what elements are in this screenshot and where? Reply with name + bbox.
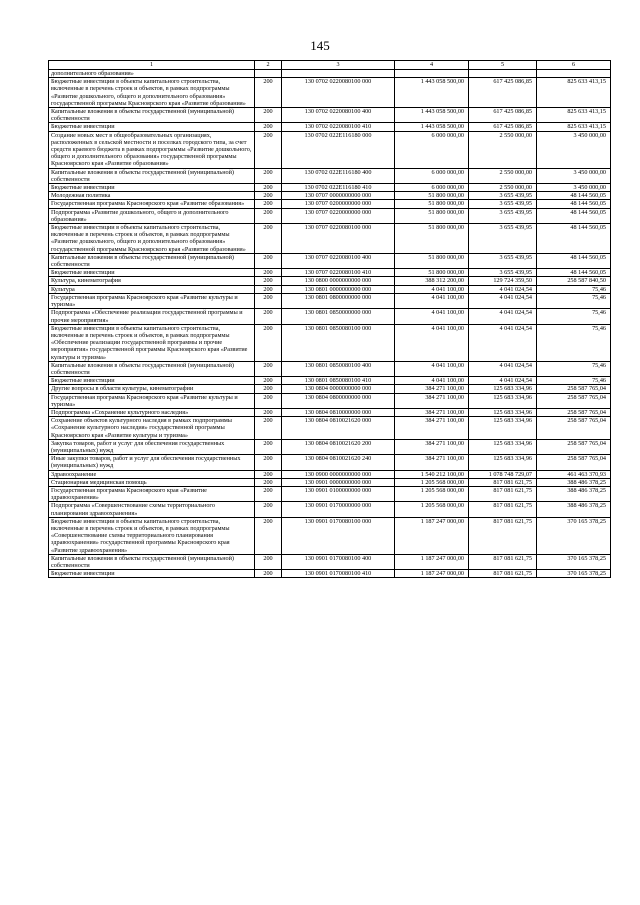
table-cell-col-4: 1 187 247 000,00 (395, 570, 469, 578)
table-cell-col-4: 384 271 100,00 (395, 408, 469, 416)
table-cell-col-3: 130 0901 0170080100 000 (282, 517, 395, 554)
table-cell-col-3: 130 0804 0810021620 000 (282, 417, 395, 440)
table-cell-col-5: 817 081 621,75 (469, 554, 537, 569)
table-cell-col-5: 129 724 359,50 (469, 277, 537, 285)
table-cell-col-2: 200 (255, 108, 282, 123)
table-cell-col-2: 200 (255, 570, 282, 578)
table-cell-col-1: Капитальные вложения в объекты государственной (муниципальной) собственности (49, 554, 255, 569)
table-cell-col-6: 370 165 378,25 (537, 554, 611, 569)
table-cell-col-6: 75,46 (537, 361, 611, 376)
table-cell-col-4: 1 443 058 500,00 (395, 123, 469, 131)
table-row (49, 285, 611, 293)
table-cell-col-1: Здравоохранение (49, 470, 255, 478)
table-row (49, 200, 611, 208)
table-row (49, 78, 611, 108)
table-cell-col-6: 75,46 (537, 377, 611, 385)
table-cell-col-1: Подпрограмма «Сохранение культурного наследия» (49, 408, 255, 416)
table-row (49, 277, 611, 285)
table-cell-col-3: 130 0901 0000000000 000 (282, 478, 395, 486)
table-cell-col-4: 4 041 100,00 (395, 324, 469, 361)
table-cell-col-3: 130 0804 0810021620 240 (282, 455, 395, 470)
table-cell-col-5: 817 081 621,75 (469, 502, 537, 517)
table-cell-col-6: 461 463 370,93 (537, 470, 611, 478)
table-cell-col-1: Закупка товаров, работ и услуг для обеспечения государственных (муниципальных) нужд (49, 439, 255, 454)
table-cell-col-6: 75,46 (537, 324, 611, 361)
table-cell-col-1: Капитальные вложения в объекты государственной (муниципальной) собственности (49, 168, 255, 183)
table-cell-col-4: 51 800 000,00 (395, 224, 469, 254)
table-cell-col-6: 3 450 000,00 (537, 184, 611, 192)
table-cell-col-1: Молодежная политика (49, 192, 255, 200)
table-cell-col-3: 130 0901 0100000000 000 (282, 486, 395, 501)
table-cell-col-2: 200 (255, 377, 282, 385)
table-row (49, 439, 611, 454)
table-row (49, 478, 611, 486)
table-cell-col-5: 4 041 024,54 (469, 377, 537, 385)
table-cell-col-5: 125 683 334,96 (469, 393, 537, 408)
table-cell-col-3: 130 0707 0220000000 000 (282, 208, 395, 223)
table-row (49, 385, 611, 393)
table-cell-col-2: 200 (255, 253, 282, 268)
table-cell-col-4: 384 271 100,00 (395, 417, 469, 440)
table-cell-col-5: 125 683 334,96 (469, 439, 537, 454)
table-row (49, 554, 611, 569)
table-cell-col-1: Стационарная медицинская помощь (49, 478, 255, 486)
table-cell-col-4: 4 041 100,00 (395, 285, 469, 293)
table-cell-col-3: 130 0702 022E116180 000 (282, 131, 395, 168)
table-row (49, 486, 611, 501)
table-cell-col-3: 130 0801 0850080100 410 (282, 377, 395, 385)
table-cell-col-6: 258 587 765,04 (537, 455, 611, 470)
table-cell-col-4: 388 312 200,00 (395, 277, 469, 285)
table-row (49, 408, 611, 416)
table-row (49, 470, 611, 478)
table-cell-col-5: 125 683 334,96 (469, 408, 537, 416)
table-cell-col-2: 200 (255, 361, 282, 376)
table-cell-col-5: 3 655 439,95 (469, 200, 537, 208)
table-cell-col-3: 130 0707 0220080100 410 (282, 269, 395, 277)
table-cell-col-1: Бюджетные инвестиции (49, 570, 255, 578)
table-cell-col-6: 75,46 (537, 293, 611, 308)
table-cell-col-1: Сохранение объектов культурного наследия в рамках подпрограммы «Сохранение культурного наследия» государственной программы Красноярского края «Развитие культуры и туризма» (49, 417, 255, 440)
table-cell-col-5: 2 550 000,00 (469, 184, 537, 192)
table-cell-col-2: 200 (255, 309, 282, 324)
table-cell-col-2: 200 (255, 200, 282, 208)
table-cell-col-6: 258 587 840,50 (537, 277, 611, 285)
budget-table-container (48, 60, 610, 578)
table-cell-col-5: 817 081 621,75 (469, 486, 537, 501)
table-cell-col-4: 1 205 568 000,00 (395, 502, 469, 517)
table-cell-col-6: 258 587 765,04 (537, 408, 611, 416)
table-cell-col-5: 3 655 439,95 (469, 253, 537, 268)
table-cell-col-3: 130 0900 0000000000 000 (282, 470, 395, 478)
table-cell-col-4: 1 205 568 000,00 (395, 486, 469, 501)
table-row (49, 361, 611, 376)
column-header-6: 6 (537, 61, 611, 70)
table-cell-col-6: 48 144 560,05 (537, 208, 611, 223)
table-cell-col-5: 3 655 439,95 (469, 192, 537, 200)
table-cell-col-6: 3 450 000,00 (537, 131, 611, 168)
table-cell-col-1: Иные закупки товаров, работ и услуг для обеспечения государственных (муниципальных) нужд (49, 455, 255, 470)
table-cell-col-2: 200 (255, 324, 282, 361)
table-cell-col-2: 200 (255, 417, 282, 440)
table-cell-col-1: Создание новых мест в общеобразовательных организациях, расположенных в сельской местности и поселках городского типа, за счет средств краевого бюджета в рамках подпрограммы «Развитие дошкольного, общего и дополнительного образования» государственной программы Красноярского края «Развитие образования» (49, 131, 255, 168)
table-cell-col-2: 200 (255, 123, 282, 131)
table-cell-col-3: 130 0702 022E116180 410 (282, 184, 395, 192)
table-cell-col-6 (537, 70, 611, 78)
table-row (49, 293, 611, 308)
table-cell-col-3: 130 0804 0810000000 000 (282, 408, 395, 416)
table-cell-col-5: 4 041 024,54 (469, 285, 537, 293)
table-cell-col-5: 2 550 000,00 (469, 168, 537, 183)
table-row (49, 502, 611, 517)
table-cell-col-2: 200 (255, 285, 282, 293)
table-cell-col-2: 200 (255, 554, 282, 569)
table-cell-col-2: 200 (255, 470, 282, 478)
table-cell-col-1: Культура (49, 285, 255, 293)
table-cell-col-6: 388 486 378,25 (537, 486, 611, 501)
table-cell-col-1: Государственная программа Красноярского края «Развитие здравоохранения» (49, 486, 255, 501)
table-cell-col-4: 1 443 058 500,00 (395, 108, 469, 123)
table-cell-col-3: 130 0707 0000000000 000 (282, 192, 395, 200)
table-cell-col-2: 200 (255, 478, 282, 486)
table-cell-col-4: 51 800 000,00 (395, 269, 469, 277)
table-cell-col-4 (395, 70, 469, 78)
table-cell-col-2: 200 (255, 78, 282, 108)
table-row (49, 253, 611, 268)
table-row (49, 455, 611, 470)
table-cell-col-1: Бюджетные инвестиции (49, 269, 255, 277)
table-cell-col-4: 384 271 100,00 (395, 455, 469, 470)
table-cell-col-3: 130 0901 0170080100 410 (282, 570, 395, 578)
column-header-3: 3 (282, 61, 395, 70)
table-cell-col-5: 3 655 439,95 (469, 208, 537, 223)
header-row (49, 61, 611, 70)
table-cell-col-2: 200 (255, 131, 282, 168)
table-row (49, 192, 611, 200)
table-body (49, 70, 611, 578)
table-cell-col-5: 4 041 024,54 (469, 361, 537, 376)
table-header (49, 61, 611, 70)
table-cell-col-5: 4 041 024,54 (469, 309, 537, 324)
table-cell-col-1: Бюджетные инвестиции (49, 377, 255, 385)
table-cell-col-5: 125 683 334,96 (469, 455, 537, 470)
table-cell-col-2: 200 (255, 277, 282, 285)
table-cell-col-3 (282, 70, 395, 78)
table-cell-col-1: Подпрограмма «Развитие дошкольного, общего и дополнительного образования» (49, 208, 255, 223)
table-cell-col-3: 130 0702 0220080100 400 (282, 108, 395, 123)
table-cell-col-5: 617 425 086,85 (469, 78, 537, 108)
table-cell-col-3: 130 0800 0000000000 000 (282, 277, 395, 285)
table-cell-col-2: 200 (255, 455, 282, 470)
table-cell-col-3: 130 0707 0200000000 000 (282, 200, 395, 208)
table-row (49, 108, 611, 123)
column-header-5: 5 (469, 61, 537, 70)
table-cell-col-1: Культура, кинематография (49, 277, 255, 285)
table-cell-col-2: 200 (255, 208, 282, 223)
table-row (49, 393, 611, 408)
table-cell-col-2 (255, 70, 282, 78)
table-cell-col-1: Бюджетные инвестиции (49, 184, 255, 192)
table-cell-col-2: 200 (255, 385, 282, 393)
table-row (49, 517, 611, 554)
table-row (49, 70, 611, 78)
table-cell-col-5: 4 041 024,54 (469, 293, 537, 308)
table-cell-col-6: 388 486 378,25 (537, 502, 611, 517)
table-cell-col-4: 51 800 000,00 (395, 192, 469, 200)
table-cell-col-4: 4 041 100,00 (395, 377, 469, 385)
table-cell-col-4: 1 540 212 100,00 (395, 470, 469, 478)
column-header-4: 4 (395, 61, 469, 70)
table-cell-col-6: 388 486 378,25 (537, 478, 611, 486)
table-cell-col-6: 258 587 765,04 (537, 439, 611, 454)
table-cell-col-4: 1 443 058 500,00 (395, 78, 469, 108)
table-cell-col-6: 825 633 413,15 (537, 78, 611, 108)
table-cell-col-3: 130 0707 0220080100 000 (282, 224, 395, 254)
table-cell-col-1: Капитальные вложения в объекты государственной (муниципальной) собственности (49, 253, 255, 268)
table-cell-col-1: Бюджетные инвестиции в объекты капитального строительства, включенные в перечень строек и объектов, в рамках подпрограммы «Совершенствование схемы территориального планирования здравоохранения» государственной программы Красноярского края «Развитие здравоохранения» (49, 517, 255, 554)
table-cell-col-5: 617 425 086,85 (469, 108, 537, 123)
table-cell-col-2: 200 (255, 486, 282, 501)
table-cell-col-4: 1 187 247 000,00 (395, 517, 469, 554)
table-cell-col-5 (469, 70, 537, 78)
table-cell-col-2: 200 (255, 439, 282, 454)
table-cell-col-5: 817 081 621,75 (469, 517, 537, 554)
table-cell-col-5: 1 078 748 729,07 (469, 470, 537, 478)
table-cell-col-5: 125 683 334,96 (469, 417, 537, 440)
table-cell-col-3: 130 0801 0800000000 000 (282, 293, 395, 308)
table-cell-col-2: 200 (255, 192, 282, 200)
table-row (49, 377, 611, 385)
table-row (49, 570, 611, 578)
table-cell-col-6: 75,46 (537, 285, 611, 293)
table-cell-col-4: 1 187 247 000,00 (395, 554, 469, 569)
table-cell-col-4: 4 041 100,00 (395, 361, 469, 376)
table-cell-col-2: 200 (255, 269, 282, 277)
table-cell-col-1: Капитальные вложения в объекты государственной (муниципальной) собственности (49, 361, 255, 376)
table-cell-col-6: 3 450 000,00 (537, 168, 611, 183)
table-row (49, 224, 611, 254)
table-cell-col-3: 130 0801 0850000000 000 (282, 309, 395, 324)
table-cell-col-5: 3 655 439,95 (469, 224, 537, 254)
table-cell-col-2: 200 (255, 184, 282, 192)
table-cell-col-1: Государственная программа Красноярского края «Развитие образования» (49, 200, 255, 208)
table-cell-col-1: Капитальные вложения в объекты государственной (муниципальной) собственности (49, 108, 255, 123)
table-cell-col-3: 130 0804 0810021620 200 (282, 439, 395, 454)
table-cell-col-3: 130 0804 0800000000 000 (282, 393, 395, 408)
table-cell-col-1: Подпрограмма «Совершенствование схемы территориального планирования здравоохранения» (49, 502, 255, 517)
table-cell-col-5: 125 683 334,96 (469, 385, 537, 393)
page-number: 145 (310, 38, 330, 53)
table-cell-col-6: 48 144 560,05 (537, 253, 611, 268)
table-cell-col-4: 51 800 000,00 (395, 200, 469, 208)
table-cell-col-1: Государственная программа Красноярского края «Развитие культуры и туризма» (49, 293, 255, 308)
table-cell-col-4: 6 000 000,00 (395, 184, 469, 192)
table-cell-col-6: 370 165 378,25 (537, 570, 611, 578)
table-row (49, 131, 611, 168)
table-cell-col-3: 130 0801 0850080100 000 (282, 324, 395, 361)
table-cell-col-4: 6 000 000,00 (395, 168, 469, 183)
table-cell-col-6: 825 633 413,15 (537, 123, 611, 131)
table-cell-col-1: Другие вопросы в области культуры, кинематографии (49, 385, 255, 393)
table-row (49, 184, 611, 192)
table-cell-col-5: 817 081 621,75 (469, 570, 537, 578)
table-row (49, 208, 611, 223)
table-cell-col-1: Бюджетные инвестиции (49, 123, 255, 131)
table-cell-col-6: 48 144 560,05 (537, 269, 611, 277)
table-cell-col-4: 4 041 100,00 (395, 309, 469, 324)
table-cell-col-6: 48 144 560,05 (537, 192, 611, 200)
table-cell-col-2: 200 (255, 224, 282, 254)
table-row (49, 417, 611, 440)
table-cell-col-1: Государственная программа Красноярского края «Развитие культуры и туризма» (49, 393, 255, 408)
table-cell-col-5: 617 425 086,85 (469, 123, 537, 131)
table-cell-col-5: 2 550 000,00 (469, 131, 537, 168)
table-cell-col-2: 200 (255, 502, 282, 517)
table-cell-col-2: 200 (255, 393, 282, 408)
table-cell-col-4: 6 000 000,00 (395, 131, 469, 168)
table-cell-col-2: 200 (255, 293, 282, 308)
table-cell-col-6: 825 633 413,15 (537, 108, 611, 123)
table-cell-col-6: 48 144 560,05 (537, 224, 611, 254)
table-cell-col-3: 130 0801 0850080100 400 (282, 361, 395, 376)
column-header-1: 1 (49, 61, 255, 70)
table-cell-col-6: 258 587 765,04 (537, 393, 611, 408)
column-header-2: 2 (255, 61, 282, 70)
table-cell-col-4: 1 205 568 000,00 (395, 478, 469, 486)
table-cell-col-4: 51 800 000,00 (395, 253, 469, 268)
table-row (49, 324, 611, 361)
table-cell-col-1: Подпрограмма «Обеспечение реализации государственной программы и прочие мероприятия» (49, 309, 255, 324)
table-cell-col-4: 384 271 100,00 (395, 393, 469, 408)
table-cell-col-6: 48 144 560,05 (537, 200, 611, 208)
table-cell-col-1: дополнительного образования» (49, 70, 255, 78)
table-cell-col-3: 130 0901 0170000000 000 (282, 502, 395, 517)
table-cell-col-1: Бюджетные инвестиции в объекты капитального строительства, включенные в перечень строек и объектов, в рамках подпрограммы «Развитие дошкольного, общего и дополнительного образования» государственной программы Красноярского края «Развитие образования» (49, 224, 255, 254)
table-cell-col-5: 3 655 439,95 (469, 269, 537, 277)
table-cell-col-5: 4 041 024,54 (469, 324, 537, 361)
table-cell-col-3: 130 0702 022E116180 400 (282, 168, 395, 183)
table-row (49, 123, 611, 131)
table-cell-col-3: 130 0707 0220080100 400 (282, 253, 395, 268)
table-cell-col-3: 130 0702 0220080100 410 (282, 123, 395, 131)
table-cell-col-3: 130 0702 0220080100 000 (282, 78, 395, 108)
table-cell-col-3: 130 0801 0000000000 000 (282, 285, 395, 293)
table-cell-col-4: 51 800 000,00 (395, 208, 469, 223)
table-cell-col-2: 200 (255, 408, 282, 416)
table-cell-col-3: 130 0901 0170080100 400 (282, 554, 395, 569)
table-cell-col-6: 258 587 765,04 (537, 417, 611, 440)
table-cell-col-3: 130 0804 0000000000 000 (282, 385, 395, 393)
table-cell-col-2: 200 (255, 168, 282, 183)
table-cell-col-4: 384 271 100,00 (395, 385, 469, 393)
table-cell-col-1: Бюджетные инвестиции в объекты капитального строительства, включенные в перечень строек и объектов, в рамках подпрограммы «Обеспечение реализации государственной программы и прочие мероприятия» государственной программы Красноярского края «Развитие культуры и туризма» (49, 324, 255, 361)
table-cell-col-6: 370 165 378,25 (537, 517, 611, 554)
table-cell-col-5: 817 081 621,75 (469, 478, 537, 486)
table-cell-col-4: 384 271 100,00 (395, 439, 469, 454)
table-cell-col-1: Бюджетные инвестиции в объекты капитального строительства, включенные в перечень строек и объектов, в рамках подпрограммы «Развитие дошкольного, общего и дополнительного образования» государственной программы Красноярского края «Развитие образования» (49, 78, 255, 108)
table-row (49, 269, 611, 277)
table-row (49, 168, 611, 183)
table-cell-col-4: 4 041 100,00 (395, 293, 469, 308)
table-cell-col-6: 75,46 (537, 309, 611, 324)
budget-table (48, 60, 611, 578)
table-cell-col-2: 200 (255, 517, 282, 554)
table-cell-col-6: 258 587 765,04 (537, 385, 611, 393)
table-row (49, 309, 611, 324)
